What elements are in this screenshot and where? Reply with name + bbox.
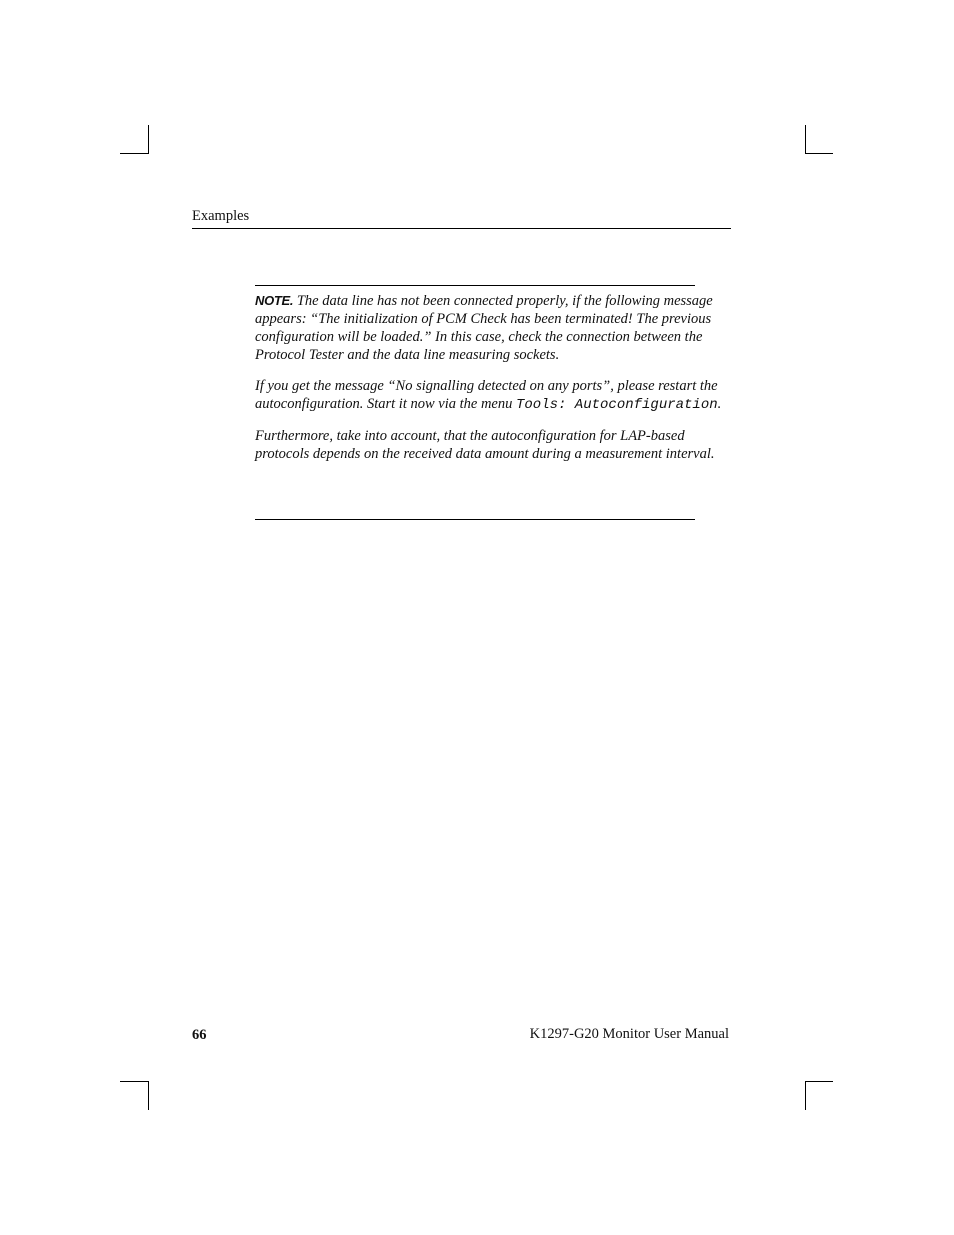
note-label: NOTE. (255, 293, 294, 308)
header-rule (192, 228, 731, 229)
manual-title: K1297-G20 Monitor User Manual (529, 1026, 729, 1042)
crop-mark-bottom-left (148, 1081, 149, 1110)
note-text: The data line has not been connected properly, if the following message appears: “The initialization of PCM Check has been terminated! The previous configuration will be loaded.” In this case, check the connection between the Protocol Tester and the data line measuring sockets. (255, 293, 713, 363)
crop-mark-bottom-right (805, 1081, 833, 1082)
crop-mark-bottom-left (120, 1081, 149, 1082)
note-box (255, 292, 731, 476)
page-number: 66 (192, 1027, 207, 1043)
crop-mark-top-right (805, 125, 806, 154)
note-text: If you get the message “No signalling detected on any ports”, please restart the autoconfiguration. Start it now via the menu (255, 378, 718, 412)
note-text: . (717, 396, 722, 412)
crop-mark-top-left (148, 125, 149, 154)
note-bottom-rule (255, 519, 695, 520)
note-paragraph (255, 292, 731, 364)
menu-path: Tools: Autoconfiguration (516, 397, 718, 413)
crop-mark-bottom-right (805, 1081, 806, 1110)
running-header: Examples (192, 208, 250, 224)
note-paragraph (255, 427, 731, 463)
note-text: Furthermore, take into account, that the autoconfiguration for LAP-based protocols depends on the received data amount during a measurement interval. (255, 428, 715, 462)
crop-mark-top-right (805, 153, 833, 154)
crop-mark-top-left (120, 153, 149, 154)
note-top-rule (255, 285, 695, 286)
note-paragraph (255, 377, 731, 414)
